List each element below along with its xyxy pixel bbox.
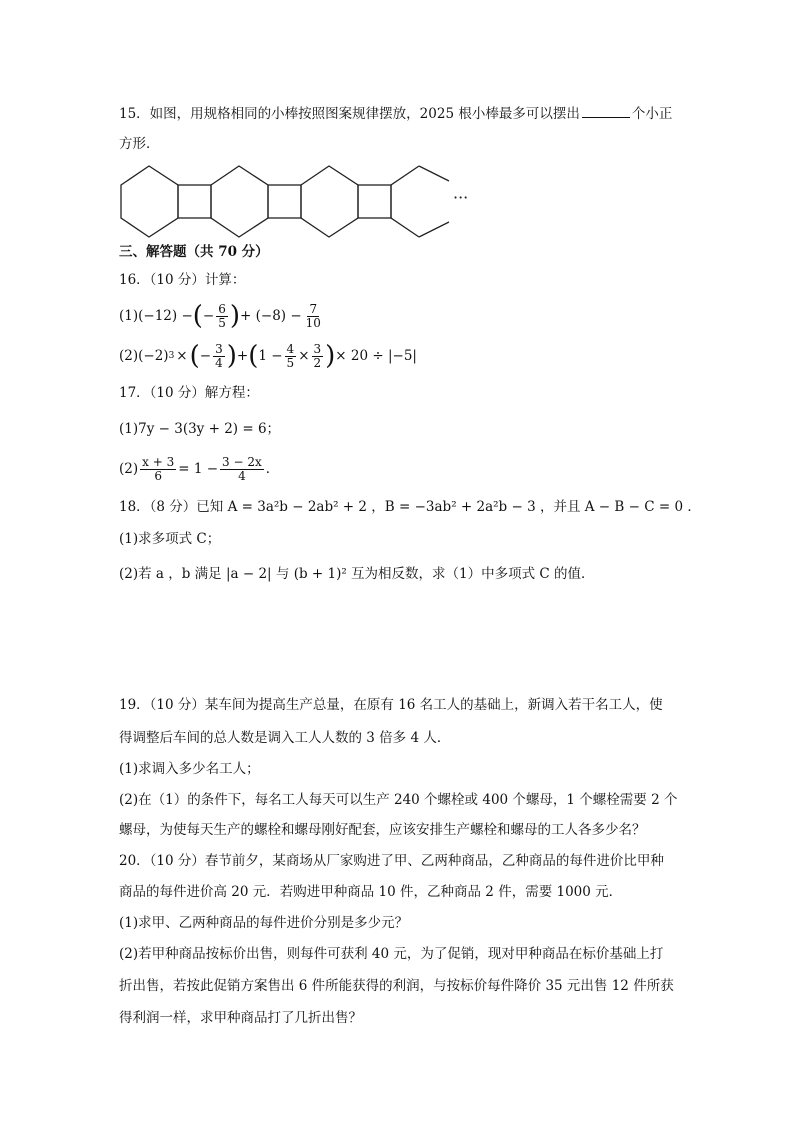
q16-p2-a: (−2) [138,348,169,364]
q17-p2-end: ． [265,461,280,477]
q16-p1-a: (−12) − [138,308,193,324]
q17-part1: (1)7y − 3(3y + 2) = 6； [119,421,281,437]
hexagon-3 [301,166,358,237]
fraction [312,343,324,370]
q17-p2-mid: = 1 − [178,461,219,477]
q19-part2-line1: (2)在（1）的条件下，每名工人每天可以生产 240 个螺栓或 400 个螺母，1 个螺栓需要 2 个 [119,792,678,808]
q16-p2-c: + [236,348,249,364]
q17-part2 [119,451,279,487]
q16-p2-d: × 20 ÷ |−5| [335,348,417,364]
hexagon-4-partial [391,166,419,237]
q19-part1: (1)求调入多少名工人； [119,761,260,777]
fraction [213,343,225,370]
hexagon-1 [121,166,178,237]
q18-part2: (2)若 a ，b 满足 |a − 2| 与 (b + 1)² 互为相反数，求（1）中多项式 C 的值． [119,566,595,582]
denominator: 6 [154,468,162,483]
q16-p2-neg: − [199,348,212,364]
numerator: 7 [309,301,318,316]
q19-line1: 19．（10 分）某车间为提高生产总量，在原有 16 名工人的基础上，新调入若干名工人，使 [119,697,663,713]
q16-p2-b: × [176,348,188,364]
fraction [304,303,323,330]
q15-line1 [119,104,672,123]
numerator: 6 [218,301,226,316]
q19-line2: 得调整后车间的总人数是调入工人人数的 3 倍多 4 人． [119,730,451,746]
numerator: 3 [313,341,322,356]
q16-part1 [119,298,325,334]
denominator: 2 [313,355,322,370]
q20-part2-line1: (2)若甲种商品按标价出售，则每件可获利 40 元，为了促销，现对甲种商品在标价基础上打 [119,946,664,962]
paren-close: ) [229,301,241,331]
paren-open: ( [192,301,203,331]
paren-close: ) [325,341,336,371]
exponent: 3 [168,351,175,361]
denominator: 4 [215,355,223,370]
fraction [220,456,264,483]
hexagon-2 [211,166,268,237]
q15-text-b: 个小正 [631,106,673,122]
fraction [216,303,228,330]
q16-p2-label: (2) [119,348,139,364]
q17-p2-label: (2) [119,461,139,477]
numerator: 3 − 2x [222,454,262,469]
numerator: 4 [286,341,295,356]
denominator: 4 [238,468,246,483]
numerator: 3 [215,341,223,356]
q18-part1: (1)求多项式 C； [119,531,221,547]
square-1 [178,185,211,218]
q20-part2-line2: 折出售，若按此促销方案售出 6 件所能获得的利润，与按标价每件降价 35 元出售 12 件所获 [119,978,674,994]
q15-text-a: 15．如图，用规格相同的小棒按照图案规律摆放，2025 根小棒最多可以摆出 [119,106,580,122]
q16-p2-times: × [298,348,310,364]
square-2 [268,185,301,218]
figure-ellipsis: ··· [453,188,469,207]
q16-p1-b: + (−8) − [240,308,302,324]
numerator: x + 3 [142,454,175,469]
q20-part2-line3: 得利润一样，求甲种商品打了几折出售？ [119,1010,362,1026]
answer-blank[interactable] [582,104,630,118]
q16-p1-label: (1) [119,308,139,324]
q20-part1: (1)求甲、乙两种商品的每件进价分别是多少元？ [119,915,409,931]
section-title: 三、解答题（共 70 分） [119,244,269,260]
q16-p1-neg: − [202,308,215,324]
q16-part2 [119,338,417,374]
q16-p2-one: 1 − [258,348,283,364]
q16-title: 16．（10 分）计算： [119,272,246,288]
q20-line2: 商品的每件进价高 20 元．若购进甲种商品 10 件，乙种商品 2 件，需要 1000 元． [119,884,623,900]
q18-title: 18．（8 分）已知 A = 3a²b − 2ab² + 2 ，B = −3ab² + 2a²b − 3 ，并且 A − B − C = 0 ． [119,499,701,515]
hexagon-4-top-edge [419,166,449,181]
square-3 [358,185,391,218]
paren-open: ( [189,341,200,371]
denominator: 5 [218,315,226,330]
fraction [285,343,297,370]
q19-part2-line2: 螺母，为使每天生产的螺栓和螺母刚好配套，应该安排生产螺栓和螺母的工人各多少名？ [119,822,646,838]
denominator: 5 [286,355,295,370]
hexagon-4-bottom-edge [419,222,449,237]
fraction [140,456,176,483]
q17-title: 17．（10 分）解方程： [119,385,259,401]
denominator: 10 [305,315,321,330]
paren-open: ( [248,341,259,371]
paren-close: ) [226,341,237,371]
stick-pattern-figure [119,163,479,245]
q20-line1: 20．（10 分）春节前夕，某商场从厂家购进了甲、乙两种商品，乙种商品的每件进价比甲种 [119,853,664,869]
q15-line2: 方形． [119,136,160,152]
